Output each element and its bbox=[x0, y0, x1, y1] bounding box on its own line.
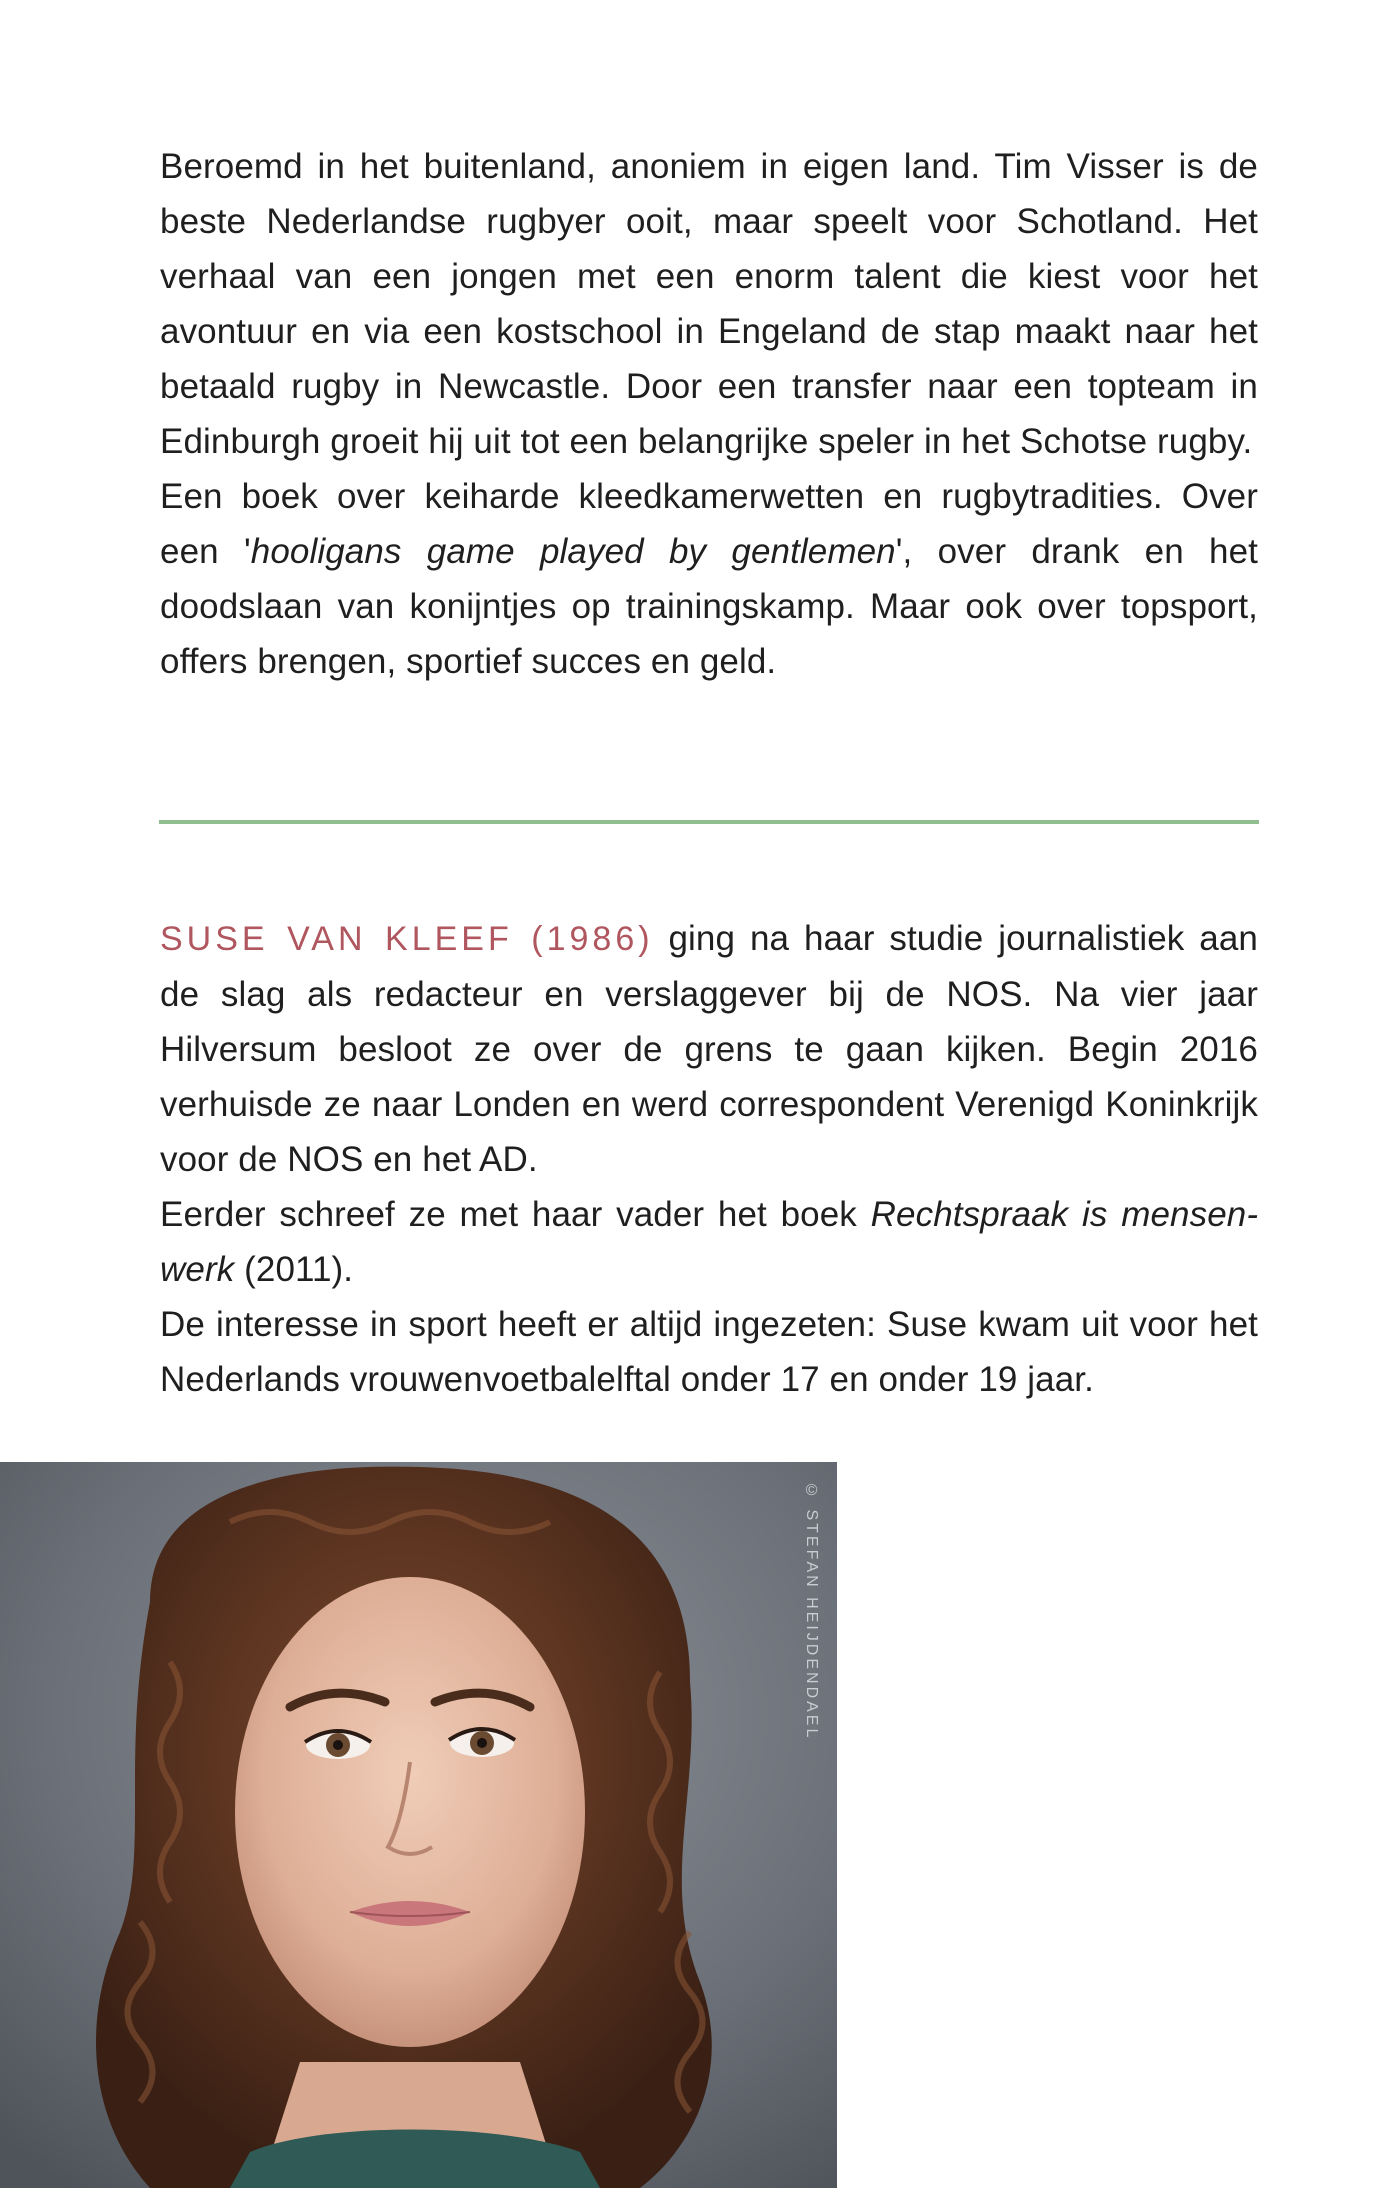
section-divider bbox=[159, 820, 1259, 824]
author-photo bbox=[0, 1462, 837, 2188]
blurb-quote: hooligans game played by gentlemen bbox=[250, 532, 896, 571]
author-bio bbox=[160, 911, 1258, 1407]
author-bio-text-2-start: Eerder schreef ze met haar vader het boek bbox=[160, 1195, 871, 1234]
author-bio-paragraph-1 bbox=[160, 911, 1258, 1187]
previous-book-title: Rechtspraak is mensenwerk bbox=[160, 1195, 1258, 1289]
blurb-paragraph-2 bbox=[160, 469, 1258, 689]
blurb-paragraph-2-start: Een boek over keiharde kleedkamerwetten en rugbytradities. Over een ' bbox=[160, 477, 1258, 571]
author-portrait-image bbox=[0, 1462, 837, 2188]
author-bio-paragraph-2 bbox=[160, 1187, 1258, 1297]
author-bio-text-2-end: (2011). bbox=[234, 1250, 354, 1289]
blurb-paragraph-2-end: ', over drank en het doodslaan van konijntjes op trainingskamp. Maar ook over topsport, offers brengen, sportief succes en geld. bbox=[160, 532, 1258, 681]
author-bio-paragraph-3: De interesse in sport heeft er altijd ingezeten: Suse kwam uit voor het Nederlands vrouwenvoetbalelftal onder 17 en onder 19 jaar. bbox=[160, 1305, 1258, 1399]
photo-credit: © STEFAN HEIJDENDAEL bbox=[803, 1482, 820, 1741]
author-name: SUSE VAN KLEEF (1986) bbox=[160, 920, 654, 958]
blurb-paragraph-1: Beroemd in het buitenland, anoniem in eigen land. Tim Visser is de beste Nederlandse rugbyer ooit, maar speelt voor Schotland. Het verhaal van een jongen met een enorm talent die kiest voor het avontuur en via een kostschool in Engeland de stap maakt naar het betaald rugby in Newcastle. Door een transfer naar een topteam in Edinburgh groeit hij uit tot een belangrijke speler in het Schotse rugby. bbox=[160, 147, 1258, 461]
author-bio-text-1: ging na haar studie journalistiek aan de slag als redacteur en verslaggever bij de NOS. Na vier jaar Hilversum besloot ze over de grens te gaan kijken. Begin 2016 verhuisde ze naar Londen en werd correspondent Verenigd Koninkrijk voor de NOS en het AD. bbox=[160, 919, 1258, 1179]
book-blurb bbox=[160, 139, 1258, 689]
